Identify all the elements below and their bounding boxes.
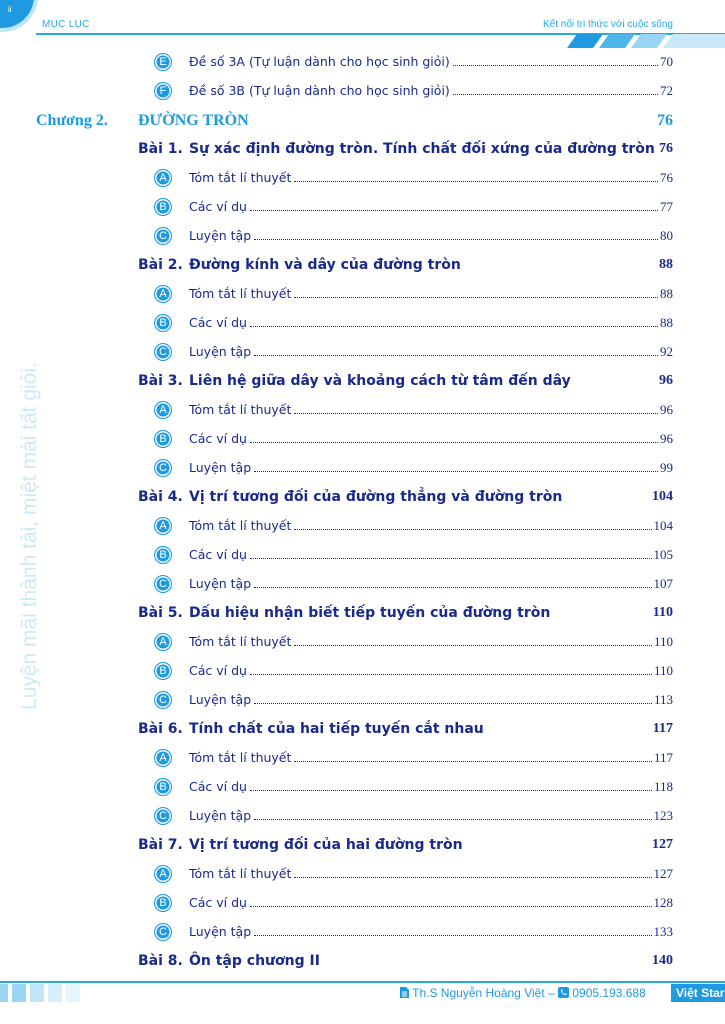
entry-page: 107 bbox=[653, 576, 673, 591]
entry-title: Các ví dụ bbox=[189, 663, 247, 678]
dot-leader bbox=[250, 442, 658, 443]
toc-entry bbox=[189, 808, 673, 824]
lesson-number: Bài 1. bbox=[138, 141, 183, 157]
toc-entry bbox=[189, 286, 673, 302]
entry-title: Các ví dụ bbox=[189, 199, 247, 214]
file-icon bbox=[400, 987, 409, 998]
entry-page: 88 bbox=[660, 286, 673, 301]
entry-page: 105 bbox=[653, 547, 673, 562]
footer-separator: – bbox=[548, 986, 555, 1000]
section-letter-badge: A bbox=[154, 633, 172, 651]
entry-title: Tóm tắt lí thuyết bbox=[189, 634, 292, 649]
toc-entry-row bbox=[0, 924, 725, 946]
entry-page: 96 bbox=[660, 402, 673, 417]
toc-entry-row bbox=[0, 576, 725, 598]
footer-author bbox=[400, 986, 646, 1000]
toc-entry-row bbox=[0, 779, 725, 801]
dot-leader bbox=[254, 819, 651, 820]
dot-leader bbox=[294, 181, 658, 182]
toc-entry-row bbox=[0, 286, 725, 308]
toc-entry-row bbox=[0, 692, 725, 714]
toc-entry bbox=[189, 895, 673, 911]
entry-page: 77 bbox=[660, 199, 673, 214]
dot-leader bbox=[254, 471, 658, 472]
header-stripes bbox=[555, 34, 725, 48]
toc-lesson-row bbox=[0, 257, 725, 279]
toc-entry-row bbox=[0, 547, 725, 569]
entry-page: 104 bbox=[653, 518, 673, 533]
toc-entry bbox=[189, 576, 673, 592]
section-letter-badge: B bbox=[154, 314, 172, 332]
entry-title: Tóm tắt lí thuyết bbox=[189, 518, 292, 533]
toc-lesson-row bbox=[0, 605, 725, 627]
phone-number: 0905.193.688 bbox=[572, 986, 646, 1000]
lesson-title: Vị trí tương đối của hai đường tròn bbox=[189, 837, 463, 853]
dot-leader bbox=[294, 761, 652, 762]
entry-title: Các ví dụ bbox=[189, 431, 247, 446]
dot-leader bbox=[254, 703, 652, 704]
header-section: MỤC LỤC bbox=[42, 19, 90, 30]
toc-entry bbox=[189, 170, 673, 186]
entry-page: 92 bbox=[660, 344, 673, 359]
dot-leader bbox=[254, 355, 658, 356]
toc-entry-row bbox=[0, 460, 725, 482]
dot-leader bbox=[250, 906, 652, 907]
entry-title: Luyện tập bbox=[189, 924, 252, 939]
lesson-page: 96 bbox=[659, 373, 673, 388]
toc-entry-row bbox=[0, 750, 725, 772]
entry-page: 70 bbox=[660, 54, 673, 69]
dot-leader bbox=[294, 413, 658, 414]
lesson-page: 140 bbox=[652, 953, 673, 968]
section-letter-badge: C bbox=[154, 575, 172, 593]
toc-chapter-row bbox=[0, 112, 725, 134]
toc-entry-row bbox=[0, 663, 725, 685]
section-letter-badge: A bbox=[154, 517, 172, 535]
lesson-title: Đường kính và dây của đường tròn bbox=[189, 257, 461, 273]
toc-entry bbox=[189, 547, 673, 563]
lesson-page: 117 bbox=[652, 721, 673, 736]
lesson-page: 76 bbox=[659, 141, 673, 156]
lesson-title: Dấu hiệu nhận biết tiếp tuyến của đường tròn bbox=[189, 605, 551, 621]
header-series: Kết nối tri thức với cuộc sống bbox=[543, 19, 673, 30]
entry-title: Đề số 3A (Tự luận dành cho học sinh giỏi) bbox=[189, 54, 450, 69]
dot-leader bbox=[250, 210, 658, 211]
section-letter-badge: C bbox=[154, 807, 172, 825]
dot-leader bbox=[250, 326, 658, 327]
toc-entry-row bbox=[0, 895, 725, 917]
section-letter-badge: C bbox=[154, 691, 172, 709]
lesson-number: Bài 8. bbox=[138, 953, 183, 969]
dot-leader bbox=[254, 239, 658, 240]
toc-lesson-row bbox=[0, 837, 725, 859]
toc-entry bbox=[189, 692, 673, 708]
section-letter-badge: B bbox=[154, 430, 172, 448]
toc-lesson-row bbox=[0, 489, 725, 511]
phone-icon bbox=[558, 987, 569, 998]
toc-entry bbox=[189, 518, 673, 534]
entry-page: 127 bbox=[653, 866, 673, 881]
lesson-number: Bài 3. bbox=[138, 373, 183, 389]
section-letter-badge: C bbox=[154, 343, 172, 361]
entry-title: Các ví dụ bbox=[189, 779, 247, 794]
lesson-number: Bài 7. bbox=[138, 837, 183, 853]
entry-title: Luyện tập bbox=[189, 692, 252, 707]
toc-entry bbox=[189, 779, 673, 795]
toc-entry bbox=[189, 750, 673, 766]
toc-entry bbox=[189, 924, 673, 940]
toc-entry bbox=[189, 431, 673, 447]
toc-entry-row bbox=[0, 431, 725, 453]
page-corner-circle bbox=[0, 0, 38, 32]
toc-entry bbox=[189, 344, 673, 360]
toc-entry bbox=[189, 315, 673, 331]
entry-page: 110 bbox=[653, 663, 673, 678]
toc-entry-row bbox=[0, 344, 725, 366]
entry-page: 99 bbox=[660, 460, 673, 475]
section-letter-badge: F bbox=[154, 82, 172, 100]
entry-page: 72 bbox=[660, 83, 673, 98]
entry-page: 117 bbox=[653, 750, 673, 765]
entry-title: Luyện tập bbox=[189, 228, 252, 243]
section-letter-badge: B bbox=[154, 662, 172, 680]
section-letter-badge: C bbox=[154, 459, 172, 477]
lesson-number: Bài 5. bbox=[138, 605, 183, 621]
toc-entry-row bbox=[0, 54, 725, 76]
lesson-title: Vị trí tương đối của đường thẳng và đường tròn bbox=[189, 489, 563, 505]
toc-entry-row bbox=[0, 518, 725, 540]
toc-entry bbox=[189, 866, 673, 882]
entry-title: Đề số 3B (Tự luận dành cho học sinh giỏi) bbox=[189, 83, 450, 98]
dot-leader bbox=[294, 645, 652, 646]
entry-title: Tóm tắt lí thuyết bbox=[189, 286, 292, 301]
section-letter-badge: C bbox=[154, 923, 172, 941]
lesson-page: 104 bbox=[652, 489, 673, 504]
footer-blocks bbox=[0, 984, 90, 1002]
toc-entry bbox=[189, 402, 673, 418]
toc-lesson-row bbox=[0, 373, 725, 395]
toc-lesson-row bbox=[0, 141, 725, 163]
dot-leader bbox=[250, 558, 652, 559]
section-letter-badge: E bbox=[154, 53, 172, 71]
entry-page: 76 bbox=[660, 170, 673, 185]
section-letter-badge: B bbox=[154, 778, 172, 796]
lesson-title: Liên hệ giữa dây và khoảng cách từ tâm đến dây bbox=[189, 373, 571, 389]
section-letter-badge: B bbox=[154, 198, 172, 216]
dot-leader bbox=[294, 529, 651, 530]
page-number: ii bbox=[8, 5, 12, 14]
footer-brand: Việt Star bbox=[671, 984, 725, 1002]
toc-lesson-row bbox=[0, 721, 725, 743]
toc-entry bbox=[189, 663, 673, 679]
entry-title: Luyện tập bbox=[189, 344, 252, 359]
entry-page: 118 bbox=[653, 779, 673, 794]
entry-page: 80 bbox=[660, 228, 673, 243]
dot-leader bbox=[294, 877, 651, 878]
entry-page: 96 bbox=[660, 431, 673, 446]
toc-entry-row bbox=[0, 315, 725, 337]
author-name: Th.S Nguyễn Hoàng Việt bbox=[412, 986, 545, 1000]
entry-page: 128 bbox=[653, 895, 673, 910]
toc-entry-row bbox=[0, 808, 725, 830]
dot-leader bbox=[254, 587, 651, 588]
chapter-page: 76 bbox=[657, 112, 673, 129]
entry-title: Tóm tắt lí thuyết bbox=[189, 170, 292, 185]
entry-title: Tóm tắt lí thuyết bbox=[189, 866, 292, 881]
toc-entry-row bbox=[0, 402, 725, 424]
watermark-motto: Luyện mãi thành tài, miệt mài tất giỏi. bbox=[18, 362, 41, 710]
toc-entry-row bbox=[0, 866, 725, 888]
footer-rule bbox=[0, 981, 725, 983]
entry-title: Tóm tắt lí thuyết bbox=[189, 750, 292, 765]
lesson-page: 88 bbox=[659, 257, 673, 272]
entry-title: Tóm tắt lí thuyết bbox=[189, 402, 292, 417]
toc-entry-row bbox=[0, 170, 725, 192]
entry-title: Luyện tập bbox=[189, 460, 252, 475]
section-letter-badge: B bbox=[154, 894, 172, 912]
lesson-page: 110 bbox=[652, 605, 673, 620]
section-letter-badge: A bbox=[154, 749, 172, 767]
lesson-number: Bài 4. bbox=[138, 489, 183, 505]
toc-entry bbox=[189, 228, 673, 244]
section-letter-badge: A bbox=[154, 865, 172, 883]
entry-title: Luyện tập bbox=[189, 576, 252, 591]
toc-entry-row bbox=[0, 199, 725, 221]
entry-page: 110 bbox=[653, 634, 673, 649]
toc-lesson-row bbox=[0, 953, 725, 975]
section-letter-badge: C bbox=[154, 227, 172, 245]
dot-leader bbox=[250, 674, 652, 675]
entry-title: Các ví dụ bbox=[189, 895, 247, 910]
entry-page: 88 bbox=[660, 315, 673, 330]
toc-entry-row bbox=[0, 83, 725, 105]
entry-title: Các ví dụ bbox=[189, 547, 247, 562]
chapter-label: Chương 2. bbox=[36, 112, 108, 129]
lesson-title: Ôn tập chương II bbox=[189, 953, 320, 969]
dot-leader bbox=[250, 790, 652, 791]
entry-title: Luyện tập bbox=[189, 808, 252, 823]
lesson-title: Tính chất của hai tiếp tuyến cắt nhau bbox=[189, 721, 484, 737]
entry-page: 123 bbox=[653, 808, 673, 823]
dot-leader bbox=[453, 65, 658, 66]
toc-entry bbox=[189, 634, 673, 650]
toc-entry-row bbox=[0, 634, 725, 656]
entry-title: Các ví dụ bbox=[189, 315, 247, 330]
section-letter-badge: B bbox=[154, 546, 172, 564]
toc-entry bbox=[189, 460, 673, 476]
chapter-title: ĐƯỜNG TRÒN bbox=[138, 112, 249, 129]
entry-page: 133 bbox=[653, 924, 673, 939]
lesson-title: Sự xác định đường tròn. Tính chất đối xứng của đường tròn bbox=[189, 141, 655, 157]
lesson-page: 127 bbox=[652, 837, 673, 852]
toc-entry bbox=[189, 199, 673, 215]
toc-entry bbox=[189, 83, 673, 99]
dot-leader bbox=[254, 935, 651, 936]
section-letter-badge: A bbox=[154, 285, 172, 303]
lesson-number: Bài 2. bbox=[138, 257, 183, 273]
dot-leader bbox=[294, 297, 658, 298]
entry-page: 113 bbox=[653, 692, 673, 707]
section-letter-badge: A bbox=[154, 401, 172, 419]
dot-leader bbox=[453, 94, 658, 95]
toc-entry bbox=[189, 54, 673, 70]
lesson-number: Bài 6. bbox=[138, 721, 183, 737]
toc-entry-row bbox=[0, 228, 725, 250]
section-letter-badge: A bbox=[154, 169, 172, 187]
